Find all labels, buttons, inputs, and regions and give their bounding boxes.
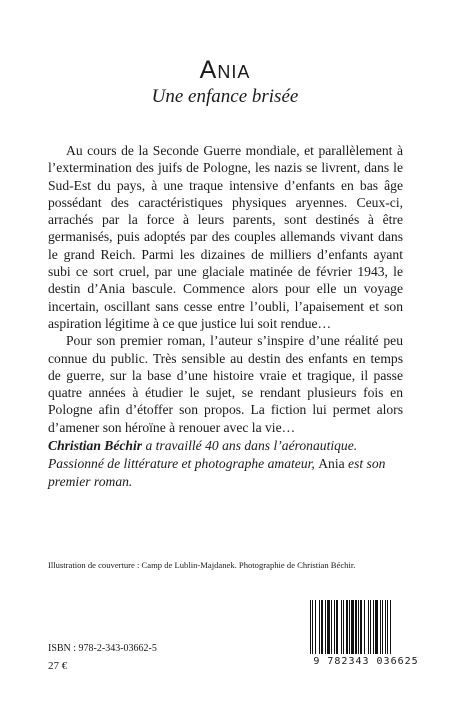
book-reference: Ania bbox=[318, 456, 345, 471]
price: 27 € bbox=[48, 660, 68, 672]
summary-paragraph: Au cours de la Seconde Guerre mondiale, et parallèlement à l’extermination des juifs de Pologne, les nazis se livrent, dans le Sud-Est du pays, à une traque intensive d’enfants en bas âge possédant des caractéristiques physiques aryennes. Ceux-ci, arrachés par la force à leurs parents, sont destinés à être germanisés, puis adoptés par des couples allemands vivant dans le grand Reich. Parmi les dizaines de milliers d’enfants ayant subi ce sort cruel, par une glaciale matinée de février 1943, le destin d’Ania bascule. Commence alors pour elle un voyage incertain, oscillant sans cesse entre l’oubli, l’apaisement et son aspiration légitime à ce que justice lui soit rendue… bbox=[48, 143, 403, 331]
book-subtitle: Une enfance brisée bbox=[151, 86, 299, 107]
summary-paragraph: Pour son premier roman, l’auteur s’inspire d’une réalité peu connue du public. Très sensible au destin des enfants en temps de guerre, sur la base d’une histoire vraie et tragique, il passe quatre années à étudier le sujet, se rendant plusieurs fois en Pologne afin d’étoffer son propos. La fiction lui permet alors d’amener son héroïne à renouer avec la vie… bbox=[48, 333, 403, 435]
barcode-bars bbox=[304, 600, 428, 656]
author-bio-text: a travaillé 40 ans dans l’aéronautique. Passionné de littérature et photographe amateur, bbox=[48, 438, 358, 471]
author-name: Christian Béchir bbox=[48, 438, 143, 453]
isbn: ISBN : 978-2-343-03662-5 bbox=[48, 643, 157, 654]
author-bio-text-end: est son premier roman. bbox=[48, 456, 386, 489]
barcode-number: 9 782343 036625 bbox=[313, 656, 419, 667]
barcode bbox=[304, 600, 428, 668]
book-title: Ania bbox=[199, 56, 251, 84]
summary-text bbox=[48, 142, 403, 436]
cover-illustration-credit: Illustration de couverture : Camp de Lublin-Majdanek. Photographie de Christian Béchir. bbox=[48, 560, 356, 570]
author-bio bbox=[48, 437, 406, 491]
